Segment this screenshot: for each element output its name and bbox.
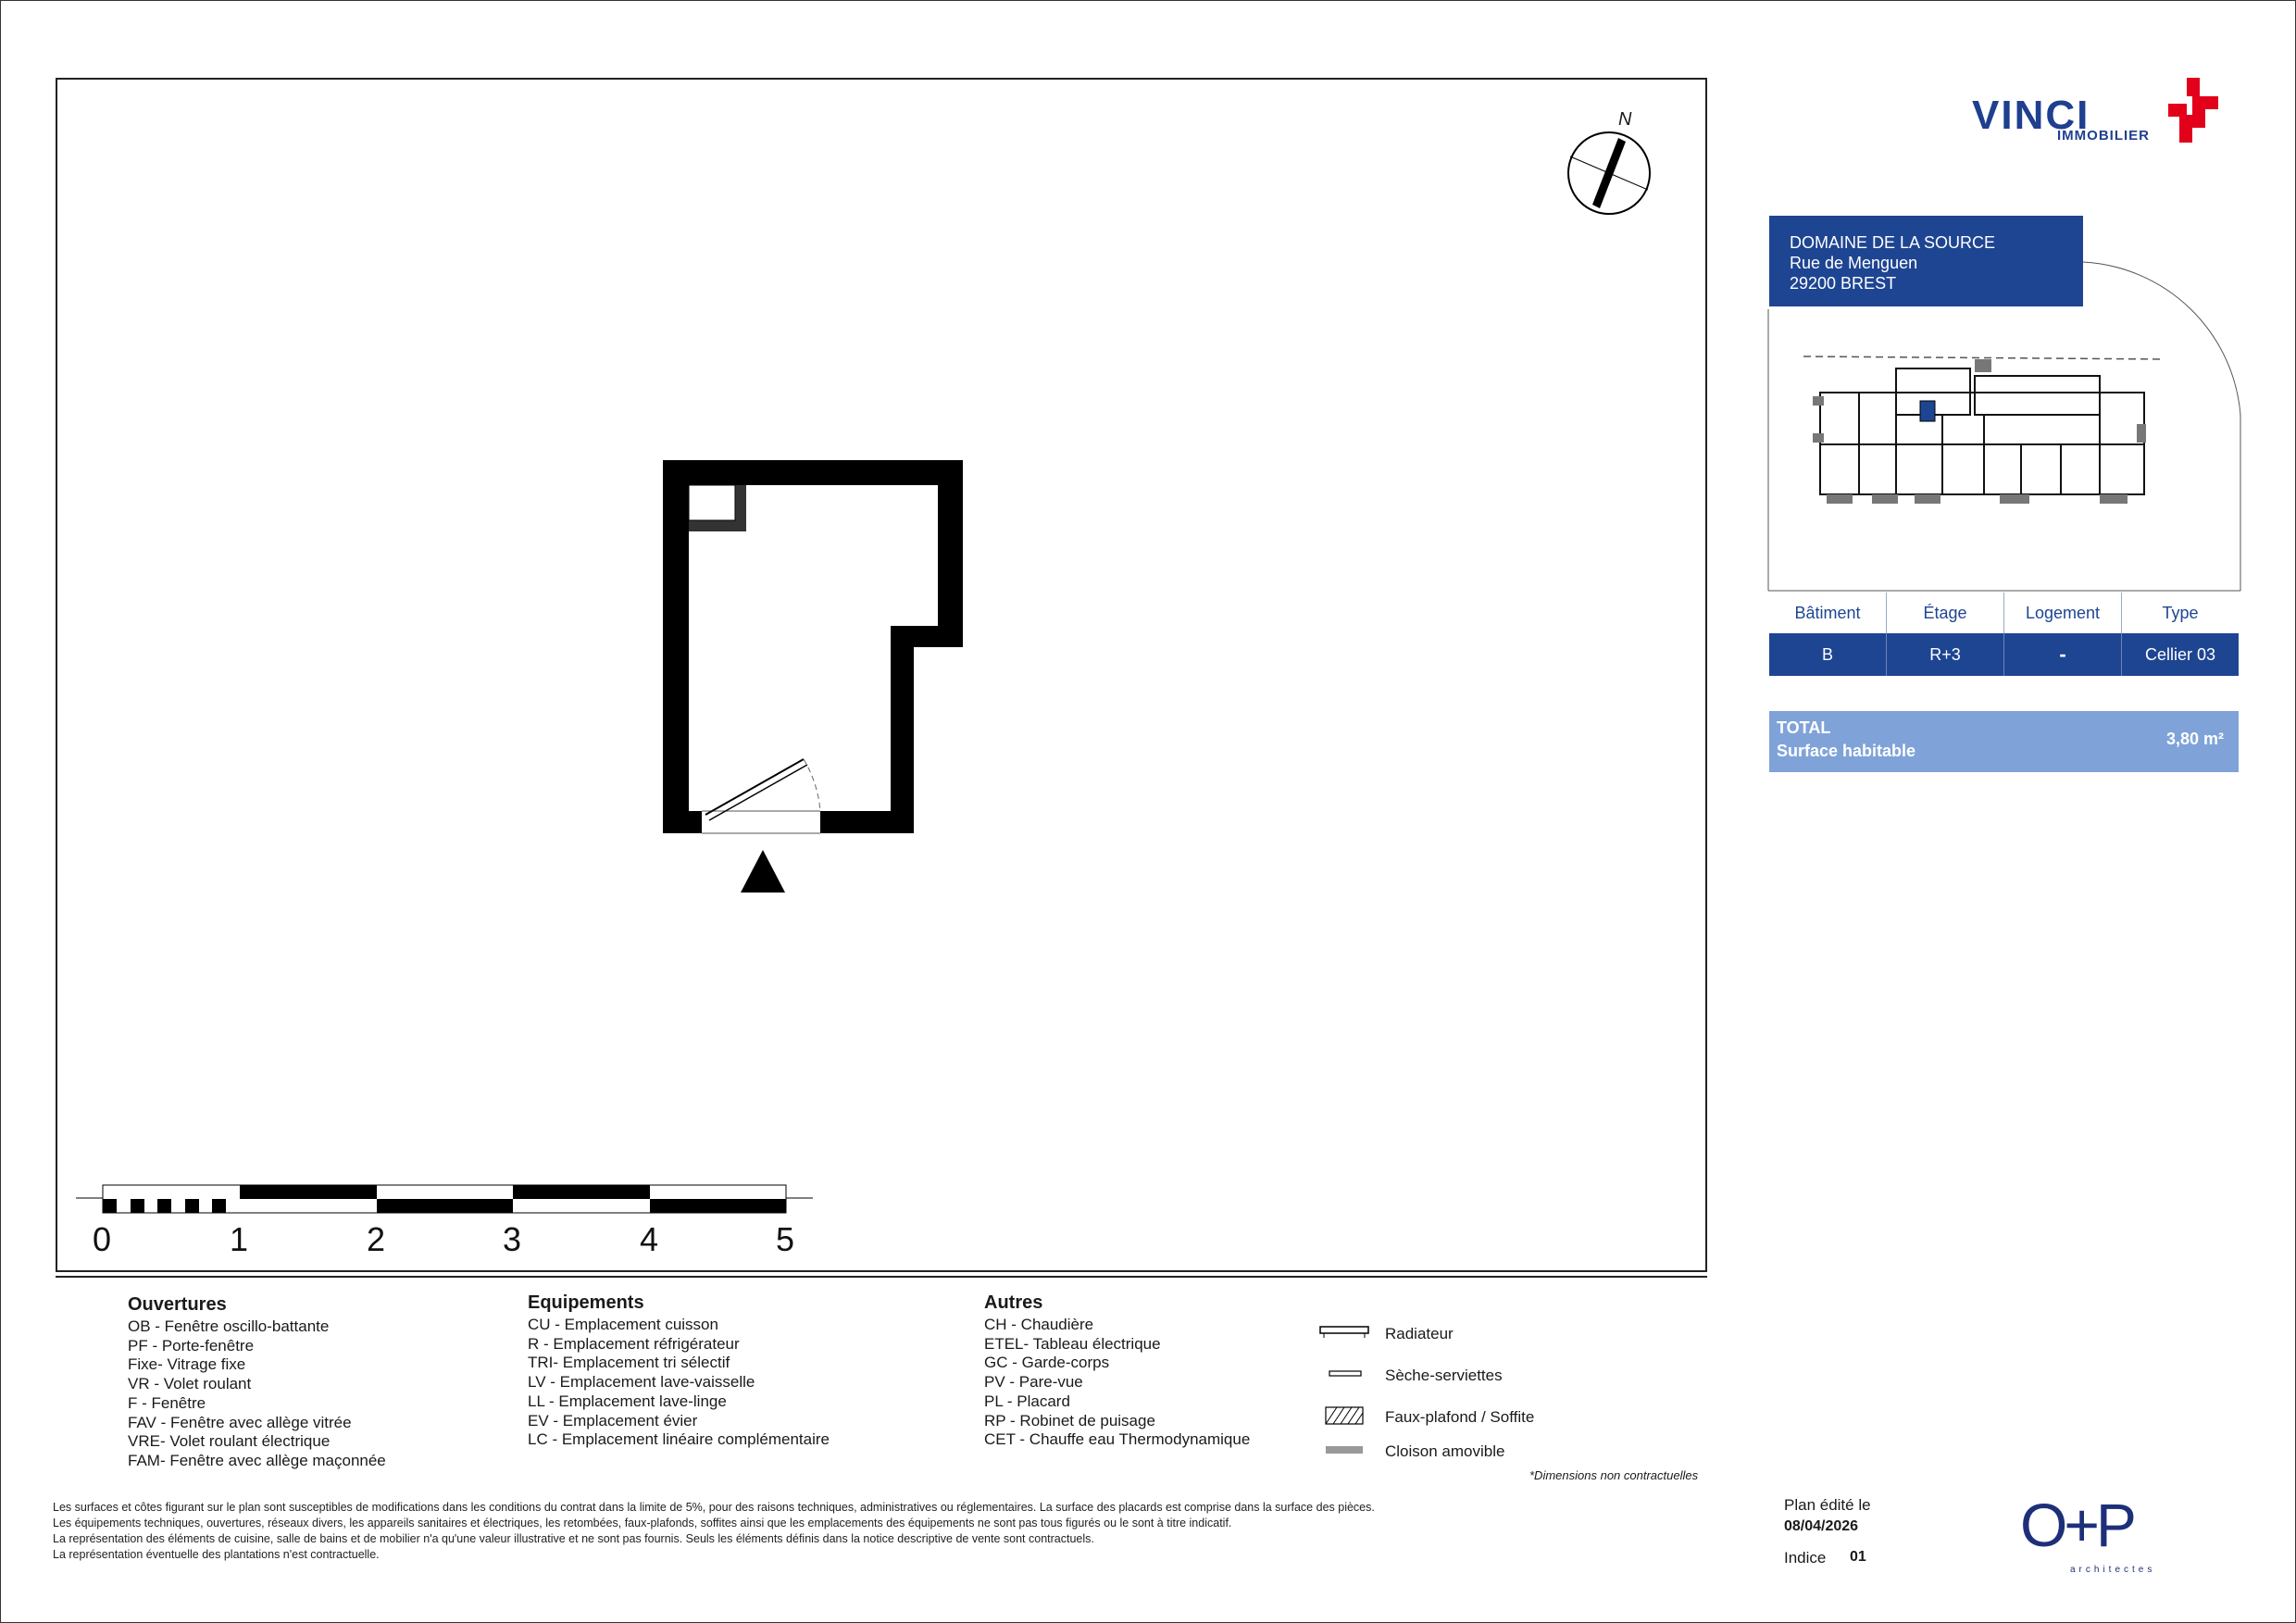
- key-plan-highlight: [1920, 401, 1935, 421]
- info-table-header: [1769, 593, 2239, 633]
- scale-bar: [76, 1185, 813, 1213]
- removable-partition-icon: [1326, 1446, 1363, 1454]
- disclaimer-line: La représentation des éléments de cuisine, salle de bains et de mobilier n'a qu'une valeur illustrative et ne sont pas fournis. Seuls les éléments définis dans la notice descriptive de vente sont contractuels.: [53, 1532, 1094, 1545]
- legend-equipements-title: Equipements: [528, 1292, 644, 1313]
- legend-item: PL - Placard: [984, 1392, 1070, 1410]
- legend-item: R - Emplacement réfrigérateur: [528, 1334, 740, 1353]
- legend-item: PF - Porte-fenêtre: [128, 1336, 255, 1355]
- wall-right-lower: [891, 626, 914, 833]
- indice-label: Indice: [1784, 1549, 1827, 1567]
- info-table-cell: B: [1769, 633, 1887, 676]
- legend-ouvertures-title: Ouvertures: [128, 1294, 227, 1315]
- disclaimer: [53, 1500, 1375, 1563]
- false-ceiling-icon: [1326, 1407, 1363, 1424]
- legend-ouvertures: [128, 1294, 386, 1471]
- door-leaf: [705, 759, 804, 815]
- project-city: 29200 BREST: [1790, 274, 1897, 293]
- key-plan: [1766, 211, 2248, 618]
- vinci-logo-mark: [2168, 78, 2224, 144]
- info-table-row: [1769, 633, 2239, 676]
- scale-label: 5: [776, 1220, 795, 1258]
- info-table-header-cell: Type: [2162, 604, 2199, 622]
- wall-bottom-right: [820, 811, 914, 833]
- towel-dryer-icon: [1329, 1371, 1361, 1376]
- wall-right-upper: [938, 460, 963, 647]
- legend-symbols: [1318, 1315, 1383, 1481]
- legend-item: FAV - Fenêtre avec allège vitrée: [128, 1413, 352, 1431]
- info-table-cell: -: [2004, 633, 2122, 676]
- dimensions-note: *Dimensions non contractuelles: [1529, 1468, 1699, 1482]
- disclaimer-line: Les équipements techniques, ouvertures, réseaux divers, les appareils sanitaires et électriques, les retombées, faux-plafonds, soffites ainsi que les emplacements des équipements ne sont pas tous figurés ou le sont à titre indicatif.: [53, 1517, 1232, 1529]
- total-label: TOTAL: [1777, 718, 1831, 737]
- wall-top: [663, 460, 963, 485]
- disclaimer-line: La représentation éventuelle des plantations n'est contractuelle.: [53, 1548, 380, 1561]
- entry-arrow: [741, 850, 785, 893]
- wall-left: [663, 460, 689, 812]
- info-table-cell: Cellier 03: [2144, 645, 2216, 664]
- disclaimer-line: Les surfaces et côtes figurant sur le plan sont susceptibles de modifications dans les conditions du contrat dans la limite de 5%, pour des raisons techniques, administratives ou réglementaires. La surface des placards est comprise dans la surface des pièces.: [53, 1501, 1375, 1514]
- legend-item: RP - Robinet de puisage: [984, 1411, 1155, 1429]
- architect-logo-sub: architectes: [2070, 1565, 2156, 1575]
- radiator-icon: [1320, 1327, 1368, 1338]
- info-table-cell: R+3: [1887, 633, 2004, 676]
- wall-bottom-left: [663, 811, 702, 833]
- legend-autres-title: Autres: [984, 1292, 1043, 1313]
- edition-date: 08/04/2026: [1784, 1518, 1859, 1534]
- legend-item: TRI- Emplacement tri sélectif: [528, 1354, 730, 1372]
- legend-equipements: [528, 1294, 830, 1450]
- legend-symbol-label: Cloison amovible: [1385, 1442, 1505, 1460]
- edition-label: Plan édité le: [1784, 1496, 1871, 1514]
- compass: [1568, 132, 1650, 214]
- scale-label: 1: [230, 1220, 249, 1258]
- door-swing: [804, 759, 820, 811]
- legend-item: F - Fenêtre: [128, 1393, 206, 1412]
- legend-symbol-label: Sèche-serviettes: [1385, 1367, 1503, 1384]
- architect-logo: O+P: [2020, 1491, 2133, 1559]
- legend-item: CU - Emplacement cuisson: [528, 1316, 718, 1333]
- info-table-header-cell: Logement: [2004, 593, 2122, 633]
- scale-label: 0: [93, 1220, 112, 1258]
- legend-item: LL - Emplacement lave-linge: [528, 1392, 727, 1410]
- info-table-header-cell: Bâtiment: [1769, 593, 1887, 633]
- compass-north-label: N: [1618, 109, 1632, 130]
- legend-item: CH - Chaudière: [984, 1316, 1094, 1333]
- legend-divider: [56, 1276, 1707, 1278]
- total-surface-box: [1769, 711, 2239, 772]
- legend-autres: [984, 1294, 1250, 1450]
- legend-item: ETEL- Tableau électrique: [984, 1334, 1161, 1353]
- legend-item: PV - Pare-vue: [984, 1373, 1083, 1392]
- legend-item: EV - Emplacement évier: [528, 1411, 698, 1429]
- scale-label: 2: [367, 1220, 386, 1258]
- legend-item: VRE- Volet roulant électrique: [128, 1432, 331, 1451]
- scale-label: 4: [640, 1220, 659, 1258]
- total-value: 3,80 m²: [2165, 730, 2224, 748]
- total-sublabel: Surface habitable: [1777, 742, 1916, 760]
- legend-item: OB - Fenêtre oscillo-battante: [128, 1317, 330, 1335]
- info-table-header-cell: Étage: [1887, 593, 2004, 633]
- scale-label: 3: [503, 1220, 522, 1258]
- legend-item: LV - Emplacement lave-vaisselle: [528, 1373, 755, 1392]
- vinci-logo-subtext: IMMOBILIER: [2057, 128, 2150, 144]
- legend-item: Fixe- Vitrage fixe: [128, 1355, 246, 1374]
- legend-item: GC - Garde-corps: [984, 1354, 1110, 1372]
- legend-item: FAM- Fenêtre avec allège maçonnée: [128, 1451, 386, 1469]
- legend-symbol-label: Radiateur: [1385, 1325, 1454, 1342]
- indice-value: 01: [1850, 1549, 1866, 1565]
- project-street: Rue de Menguen: [1790, 254, 1918, 272]
- vinci-logo-text: VINCI: [1972, 93, 2090, 138]
- project-name: DOMAINE DE LA SOURCE: [1790, 233, 1996, 252]
- legend-symbol-label: Faux-plafond / Soffite: [1385, 1408, 1535, 1426]
- legend-item: VR - Volet roulant: [128, 1375, 252, 1393]
- legend-item: LC - Emplacement linéaire complémentaire: [528, 1430, 830, 1449]
- legend-item: CET - Chauffe eau Thermodynamique: [984, 1430, 1251, 1449]
